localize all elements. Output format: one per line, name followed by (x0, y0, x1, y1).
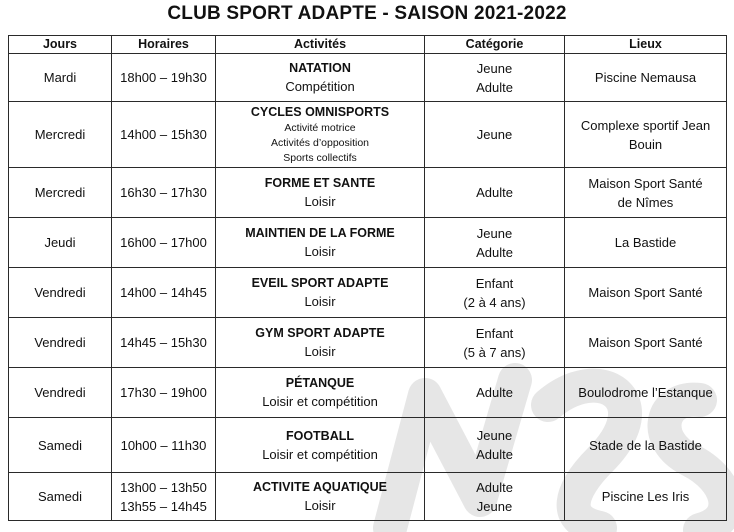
cell-activity (216, 318, 425, 368)
cell-category (425, 168, 565, 218)
activity-type: Compétition (285, 79, 355, 94)
category-value: (5 à 7 ans) (463, 344, 526, 360)
cell-category (425, 54, 565, 102)
cell-day: Mercredi (9, 168, 112, 218)
place-name: Maison Sport Santé (588, 285, 703, 300)
table-row (9, 268, 727, 318)
activity-name: FORME ET SANTE (264, 176, 376, 190)
activity-detail: Activités d’opposition (270, 137, 370, 149)
place-name: Boulodrome l’Estanque (578, 385, 713, 400)
cell-place (565, 268, 727, 318)
cell-times (112, 268, 216, 318)
cell-activity (216, 418, 425, 473)
category-value: Adulte (476, 385, 513, 400)
place-name: Stade de la Bastide (589, 437, 702, 453)
cell-category (425, 218, 565, 268)
cell-activity (216, 368, 425, 418)
time-range: 13h55 – 14h45 (120, 498, 207, 514)
table-row (9, 368, 727, 418)
time-range: 10h00 – 11h30 (120, 437, 207, 453)
time-range: 14h45 – 15h30 (120, 335, 207, 350)
activity-type: Loisir (304, 344, 336, 359)
activity-name: EVEIL SPORT ADAPTE (251, 276, 389, 290)
category-value: Jeune (476, 60, 513, 76)
table-row (9, 318, 727, 368)
place-name: Piscine Nemausa (594, 70, 697, 85)
place-name: de Nîmes (617, 194, 674, 210)
activity-name: FOOTBALL (285, 428, 355, 443)
activity-type: Loisir et compétition (262, 446, 378, 462)
activity-type: Loisir (304, 194, 336, 209)
cell-place (565, 318, 727, 368)
cell-category (425, 368, 565, 418)
cell-activity (216, 102, 425, 168)
place-name: Piscine Les Iris (601, 489, 690, 504)
table-row (9, 102, 727, 168)
cell-category (425, 268, 565, 318)
time-range: 18h00 – 19h30 (120, 70, 207, 85)
category-value: (2 à 4 ans) (463, 294, 526, 310)
category-value: Adulte (476, 479, 513, 495)
category-value: Jeune (476, 127, 513, 142)
cell-activity (216, 473, 425, 521)
cell-category (425, 318, 565, 368)
cell-category (425, 102, 565, 168)
cell-day: Vendredi (9, 368, 112, 418)
place-name: Bouin (628, 136, 663, 152)
category-value: Adulte (476, 185, 513, 200)
activity-name: CYCLES OMNISPORTS (250, 105, 390, 119)
table-row (9, 54, 727, 102)
cell-activity (216, 268, 425, 318)
table-row (9, 218, 727, 268)
cell-times (112, 418, 216, 473)
cell-day: Vendredi (9, 318, 112, 368)
cell-times (112, 54, 216, 102)
category-value: Enfant (475, 325, 514, 341)
cell-activity (216, 54, 425, 102)
cell-day: Jeudi (9, 218, 112, 268)
activity-name: NATATION (289, 61, 351, 75)
cell-category (425, 418, 565, 473)
cell-activity (216, 218, 425, 268)
cell-place (565, 473, 727, 521)
cell-times (112, 368, 216, 418)
activity-type: Loisir et compétition (262, 394, 378, 409)
time-range: 14h00 – 15h30 (120, 127, 207, 142)
header-days: Jours (9, 36, 112, 54)
header-activities: Activités (216, 36, 425, 54)
cell-day: Mardi (9, 54, 112, 102)
activity-name: ACTIVITE AQUATIQUE (252, 480, 388, 494)
cell-day: Samedi (9, 473, 112, 521)
activity-detail: Activité motrice (284, 122, 356, 134)
cell-times (112, 473, 216, 521)
time-range: 16h30 – 17h30 (120, 185, 207, 200)
cell-place (565, 418, 727, 473)
activity-name: MAINTIEN DE LA FORME (245, 226, 395, 240)
table-row (9, 168, 727, 218)
time-range: 16h00 – 17h00 (120, 235, 207, 250)
cell-times (112, 318, 216, 368)
cell-times (112, 168, 216, 218)
category-value: Jeune (476, 225, 513, 241)
table-row (9, 473, 727, 521)
activity-type: Loisir (304, 244, 336, 259)
activity-type: Loisir (304, 498, 336, 513)
header-times: Horaires (112, 36, 216, 54)
table-header-row (9, 36, 727, 54)
cell-place (565, 168, 727, 218)
schedule-table (8, 35, 727, 521)
activity-name: PÉTANQUE (285, 376, 355, 390)
cell-day: Mercredi (9, 102, 112, 168)
place-name: Maison Sport Santé (588, 175, 703, 191)
cell-times (112, 102, 216, 168)
cell-day: Vendredi (9, 268, 112, 318)
cell-day: Samedi (9, 418, 112, 473)
header-places: Lieux (565, 36, 727, 54)
category-value: Jeune (476, 428, 513, 443)
cell-place (565, 54, 727, 102)
place-name: La Bastide (614, 235, 677, 250)
activity-name: GYM SPORT ADAPTE (255, 326, 385, 340)
activity-detail: Sports collectifs (283, 152, 357, 164)
time-range: 13h00 – 13h50 (120, 479, 207, 495)
cell-place (565, 218, 727, 268)
time-range: 14h00 – 14h45 (120, 285, 207, 300)
place-name: Maison Sport Santé (588, 335, 703, 350)
cell-times (112, 218, 216, 268)
category-value: Adulte (476, 244, 513, 260)
cell-activity (216, 168, 425, 218)
cell-place (565, 368, 727, 418)
table-row (9, 418, 727, 473)
table-body (9, 54, 727, 521)
cell-category (425, 473, 565, 521)
place-name: Complexe sportif Jean (580, 117, 711, 133)
activity-type: Loisir (304, 294, 336, 309)
category-value: Enfant (475, 275, 514, 291)
header-category: Catégorie (425, 36, 565, 54)
page-title: CLUB SPORT ADAPTE - SAISON 2021-2022 (167, 3, 567, 24)
time-range: 17h30 – 19h00 (120, 385, 207, 400)
category-value: Adulte (476, 447, 513, 462)
category-value: Adulte (476, 79, 513, 95)
category-value: Jeune (476, 498, 513, 514)
cell-place (565, 102, 727, 168)
